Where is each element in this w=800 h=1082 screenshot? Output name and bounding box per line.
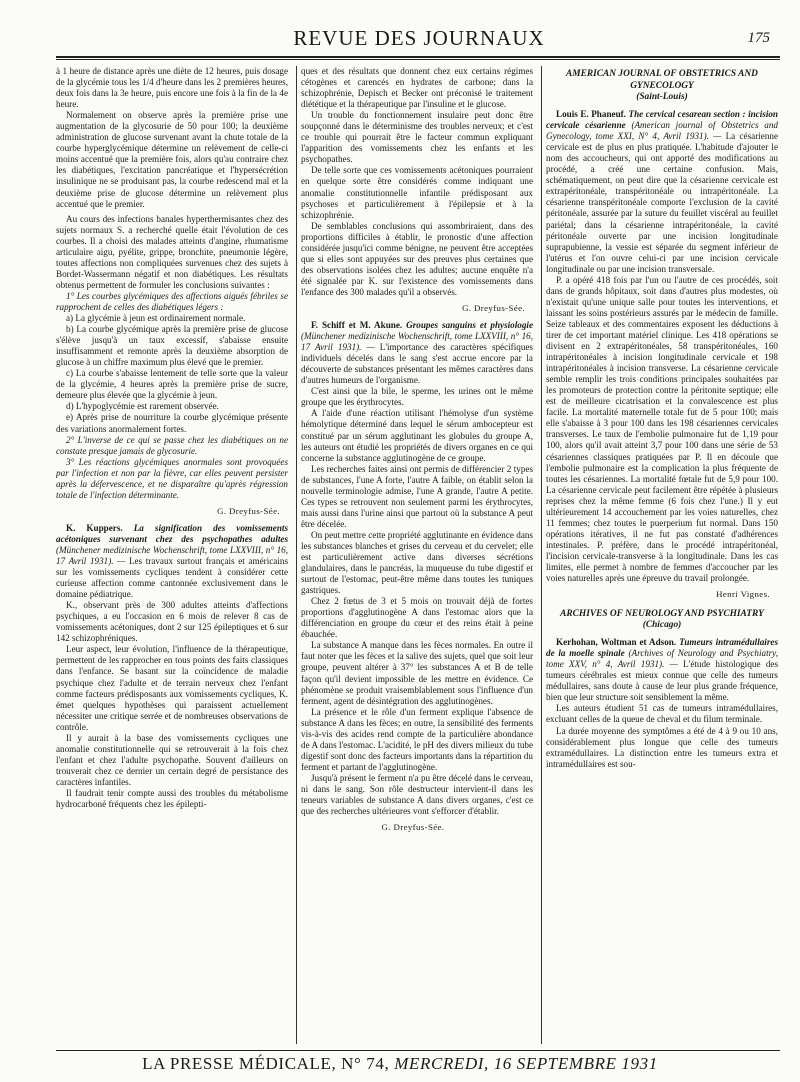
article-columns: [56, 66, 778, 1044]
conclusion-2: 2° L'inverse de ce qui se passe chez les diabétiques on ne constate presque jamais de glycosurie.: [56, 434, 288, 456]
paragraph: Normalement on observe après la première prise une augmentation de la glycosurie de 50 pour 100; la deuxième administration de glucose survenant avant la chute totale de la courbe hyperglycémique détermine un relèvement de celle-ci moins accentué que la première fois, alors qu'au contraire chez les diabétiques, l'excitation pancréatique et l'hypersécrétion insulinique ne se produisant pas, la courbe redescend mal et la deuxième prise de glucose détermine un relèvement plus accentué que le premier.: [56, 110, 288, 209]
journal-city: (Saint-Louis): [636, 92, 688, 102]
issue-date: MERCREDI, 16 SEPTEMBRE 1931: [394, 1054, 658, 1073]
author-signature: G. Dreyfus-Sée.: [217, 505, 280, 516]
conclusion-1: 1° Les courbes glycémiques des affections aiguës fébriles se rapprochent de celles des diabétiques légers :: [56, 290, 288, 312]
paragraph: L'importance des caractères spécifiques individuels décelés dans le sang s'est accrue encore par la découverte de substances présentant les mêmes caractères dans d'autres humeurs de l'organisme.: [301, 342, 533, 386]
article-author: K. Kuppers.: [66, 522, 123, 533]
paragraph: à 1 heure de distance après une diète de 12 heures, puis dosage de la glycémie tous les 1/4 d'heure dans les 2 premières heures, deux fois dans la 3e heure, puis encore une fois à la fin de la 4e heure.: [56, 66, 288, 110]
header-rule-thin: [56, 59, 780, 60]
article-source: (Archives of Neurology and Psychiatry, tome XXV, n° 4, Avril 1931). —: [546, 648, 778, 670]
column-2: [301, 66, 533, 1044]
article-title: La signification des vomissements acétoniques survenant chez des psychopathes adultes: [56, 522, 288, 544]
article-author: F. Schiff et M. Akune.: [311, 320, 403, 331]
journal-city: (Chicago): [642, 620, 682, 631]
page-number: 175: [747, 30, 770, 46]
article-title: The cervical cesarean section : incision cervicale césarienne: [546, 109, 778, 131]
paragraph: Les travaux surtout français et américains sur les vomissements cycliques tendent à considérer cette curieuse affection comme cantonnée exclusivement dans le domaine pédiatrique.: [56, 556, 288, 600]
paragraph: De semblables conclusions qui assombriraient, dans des proportions difficiles à établir, le pronostic d'une affection considérée jusqu'ici comme bénigne, ne peuvent être acceptées que si elles sont appuyées sur des preuves plus certaines que des observations isolées chez les adultes; aucune enquête n'a été signalée par K. sur l'existence des vomissements dans l'enfance des 300 malades qu'il a observés.: [301, 220, 533, 297]
conclusion-item: a) La glycémie à jeun est ordinairement normale.: [66, 313, 246, 324]
paragraph: P. a opéré 418 fois par l'un ou l'autre de ces procédés, soit dans de grands hôpitaux, soit dans d'autres plus modestes, où n'existait qu'une unique salle pour toutes les interventions, et laissant les soins postérieurs assurés par le médecin de famille. Seize tableaux et des commentaires exposent les déductions à tirer de cet important matériel clinique. Les 418 opérations se divisent en 2 extrapéritonéales, 58 transpéritonéales, 160 intrapéritonéales à incision longitudinale cervicale et 198 intrapéritonéales à incision transverse. La césarienne cervicale semble remplir les trois conditions principales souhaitées par les promoteurs de protection contre la péritonite septique; elle est de meilleure cicatrisation et la convalescence est plus facile. La mortalité maternelle totale fut de 5 pour 100; mais elle s'abaisse à 3 pour 100 dans les 198 césariennes cervicales transverses. Le taux de l'embolie pulmonaire fut de 1,19 pour 100, alors qu'il avait atteint 3,7 pour 100 dans une série de 53 césariennes classiques pratiquées par P. Il en découle que l'embolie pulmonaire est la complication la plus fréquente de toutes les césariennes. La mortalité fœtale fut de 5,9 pour 100. La césarienne cervicale peut facilement être répétée à plusieurs reprises chez la même femme (6 fois chez l'une.) Il y eut ultérieurement 14 accouchement par les voies naturelles, chez 11 femmes; chez toutes le puerperium fut normal. Dans 150 opérations itératives, il ne fut pas constaté d'adhérences intestinales. P. préfère, dans le procédé intrapéritonéal, l'incision cervicale-transverse à la longitudinale. Dans les cas limites, elle permet à nombre de femmes d'accoucher par les voies naturelles après une épreuve du travail prolongée.: [546, 274, 778, 584]
paragraph: Il faudrait tenir compte aussi des troubles du métabolisme hydrocarboné fréquents chez les épilepti-: [56, 788, 288, 810]
paragraph: Les auteurs étudient 51 cas de tumeurs intramédullaires, excluant celles de la queue de cheval et du filum terminale.: [546, 703, 778, 725]
paragraph: La substance A manque dans les fèces normales. En outre il faut noter que les fèces et la salive des sujets, quel que soit leur groupe, peuvent altérer à 37° les substances A et B de telle façon qu'il devient impossible de les mettre en évidence. Ce phénomène se produit vraisemblablement sous l'influence d'un ferment, agent de désintégration des agglutinogènes.: [301, 640, 533, 706]
header-rule: [56, 56, 780, 58]
paragraph: ques et des résultats que donnent chez eux certains régimes cétogènes et carencés en hydrates de carbone; dans la schizophrénie, Depisch et Becker ont préconisé le traitement diététique et la thérapeutique par l'insuline et le glucose.: [301, 66, 533, 110]
author-signature: G. Dreyfus-Sée.: [381, 822, 445, 833]
paragraph: K., observant près de 300 adultes atteints d'affections psychiques, a eu l'occasion en 6 mois de relever 8 cas de vomissements acétoniques, dont 2 sur 125 épileptiques et 6 sur 142 schizophréniques.: [56, 600, 288, 644]
paragraph: La présence et le rôle d'un ferment explique l'absence de substance A dans les fèces; en outre, la sensibilité des ferments vis-à-vis des acides rend compte de la particulière abondance de A dans l'estomac. L'acidité, le pH des divers milieux du tube digestif sont donc des facteurs importants dans la répartition du ferment et partant de l'agglutinogène.: [301, 706, 533, 772]
paragraph: Chez 2 fœtus de 3 et 5 mois on trouvait déjà de fortes proportions d'agglutinogène A dans l'estomac alors que la différenciation en groupe du cœur et des reins était à peine ébauchée.: [301, 596, 533, 640]
author-signature: Henri Vignes.: [716, 589, 770, 600]
journal-title: ARCHIVES OF NEUROLOGY AND PSYCHIATRY: [560, 609, 764, 620]
article-title: Tumeurs intramédullaires de la moelle spinale: [546, 637, 778, 659]
journal-name: LA PRESSE MÉDICALE, N° 74,: [142, 1054, 390, 1073]
article-source: (Münchener medizinische Wochenschrift, tome LXXVIII, n° 16, 17 Avril 1931). —: [301, 331, 533, 353]
footer-rule: [56, 1050, 780, 1051]
paragraph: Il y aurait à la base des vomissements cycliques une anomalie constitutionnelle qui se retrouverait à la fois chez l'enfant et chez l'adulte psychopathe. Souvent d'ailleurs on trouverait chez ce dernier un certain degré de persistance des caractères infantiles.: [56, 732, 288, 787]
column-1: [56, 66, 288, 1044]
article-heading: [56, 523, 288, 600]
conclusion-item: d) L'hypoglycémie est rarement observée.: [66, 401, 219, 412]
running-title: REVUE DES JOURNAUX: [293, 26, 545, 50]
author-signature: G. Dreyfus-Sée.: [462, 302, 525, 313]
article-source: (American journal of Obstetrics and Gynecology, tome XXI, N° 4, Avril 1931). —: [546, 120, 778, 142]
article-author: Kerhohan, Woltman et Adson.: [556, 637, 677, 648]
paragraph: La durée moyenne des symptômes a été de 4 à 9 ou 10 ans, considérablement plus longue que celle des tumeurs extramédullaires. La distinction entre les tumeurs extra et intramédullaires est sou-: [546, 725, 778, 769]
paragraph: La césarienne cervicale est de plus en plus pratiquée. L'habitude d'ajouter le nom des accoucheurs, qui ont apporté des modifications au procédé, a créé une certaine confusion. Mais, schématiquement, on peut dire que la césarienne cervicale est extrapéritonéale, transpéritonéale ou intrapéritonéale. La césarienne transpéritonéale comporte l'exclusion de la cavité péritonéale, assurée par la suture du feuillet viscéral au feuillet pariétal; dans la césarienne intrapéritonéale, la cavité péritonéale ouverte par une incision longitudinale suprapubienne, la vessie est séparée du segment inférieur de l'utérus et l'on ouvre celui-ci par une incision cervicale longitudinale ou par une incision transversale.: [546, 131, 778, 274]
paragraph: C'est ainsi que la bile, le sperme, les urines ont le même groupe que les érythrocytes.: [301, 386, 533, 408]
article-title: Groupes sanguins et physiologie: [406, 320, 533, 331]
paragraph: Un trouble du fonctionnement insulaire peut donc être soupçonné dans le déterminisme des troubles nerveux; et c'est ce trouble qui pourrait être le facteur commun expliquant l'apparition des vomissements chez les enfants et les psychopathes.: [301, 110, 533, 165]
article-heading: [546, 637, 778, 703]
conclusion-item: c) La courbe s'abaisse lentement de telle sorte que la valeur de la glycémie, 4 heures après la première prise de sucre, demeure plus élevée que la glycémie à jeun.: [56, 368, 288, 401]
article-heading: [546, 109, 778, 275]
journal-title: AMERICAN JOURNAL OF OBSTETRICS AND GYNECOLOGY: [566, 69, 758, 91]
conclusion-3: 3° Les réactions glycémiques anormales sont provoquées par l'infection et non par la fièvre, car elles peuvent persister après la défervescence, et ne disparaître qu'après régression totale de l'infection déterminante.: [56, 456, 288, 500]
paragraph: De telle sorte que ces vomissements acétoniques pourraient en quelque sorte être considérés comme indiquant une anomalie constitutionnelle infantile prédisposant aux psychoses et particulièrement à l'épilepsie et à la schizophrénie.: [301, 165, 533, 220]
column-3: [546, 66, 778, 1044]
article-source: (Münchener medizinische Wochenschrift, tome LXXVIII, n° 16, 17 Avril 1931). —: [56, 544, 288, 567]
conclusion-item: e) Après prise de nourriture la courbe glycémique présente des variations anormalement fortes.: [56, 412, 288, 434]
page-footer: [0, 1054, 800, 1074]
paragraph: Les recherches faites ainsi ont permis de différencier 2 types de substances, l'une A forte, l'autre A faible, on établit selon la nouvelle terminologie admise, l'une A grande, l'autre A petite. Ces types se retrouvent non seulement parmi les érythrocytes, mais aussi dans l'urine ainsi que partout où la substance A peut être décelée.: [301, 463, 533, 529]
paragraph: A l'aide d'une réaction utilisant l'hémolyse d'un système hémolytique déterminé dans lequel le sérum ambocepteur est constitué par un sérum agglutinant les globules du groupe A, les auteurs ont étudié les propriétés de divers organes en ce qui concerne la substance agglutinogène de ce groupe.: [301, 408, 533, 463]
paragraph: Leur aspect, leur évolution, l'influence de la thérapeutique, permettent de les rapprocher en tous points des faits classiques dans l'enfance. Se basant sur la coïncidence de maladie psychique chez l'adulte et de terrain nerveux chez l'enfant comme facteurs prédisposants aux vomissements cycliques, K. émet quelques hypothèses qui paraissent actuellement nécessiter une critique serrée et de nombreuses observations de contrôle.: [56, 644, 288, 732]
conclusion-item: b) La courbe glycémique après la première prise de glucose s'élève jusqu'à un taux excessif, s'abaisse ensuite insuffisamment et remonte après la deuxième absorption de glucose à un chiffre maximum plus élevé que le premier.: [56, 324, 288, 368]
article-author: Louis E. Phaneuf.: [556, 109, 626, 120]
page-header: [62, 26, 776, 54]
paragraph: Jusqu'à présent le ferment n'a pu être décelé dans le cerveau, ni dans le sang. Son rôle destructeur intervient-il dans les teneurs variables de substance A dans divers organes, c'est ce que des recherches ultérieures vont s'efforcer d'établir.: [301, 772, 533, 817]
paragraph: L'étude histologique des tumeurs cérébrales est mieux connue que celle des tumeurs médullaires, sans doute à cause de leur plus grande fréquence, bien que leur structure soit sensiblement la même.: [546, 659, 778, 703]
article-heading: [301, 320, 533, 386]
paragraph: Au cours des infections banales hyperthermisantes chez des sujets normaux S. a recherché quelle était l'évolution de ces courbes. Il a choisi des malades atteints d'angine, rhumatisme articulaire aigu, pyélite, grippe, bronchite, pneumonie légère, toutes affections non compliquées survenues chez des sujets à Bordet-Wassermann négatif et non diabétiques. Les résultats obtenus permettent de formuler les conclusions suivantes :: [56, 213, 288, 290]
paragraph: On peut mettre cette propriété agglutinante en évidence dans les substances blanches et grises du cerveau et du cervelet; elle est particulièrement active dans diverses sécrétions glandulaires, dans le pancréas, la muqueuse du tube digestif et surtout de l'estomac, peut-être même dans toutes les tuniques gastriques.: [301, 529, 533, 596]
